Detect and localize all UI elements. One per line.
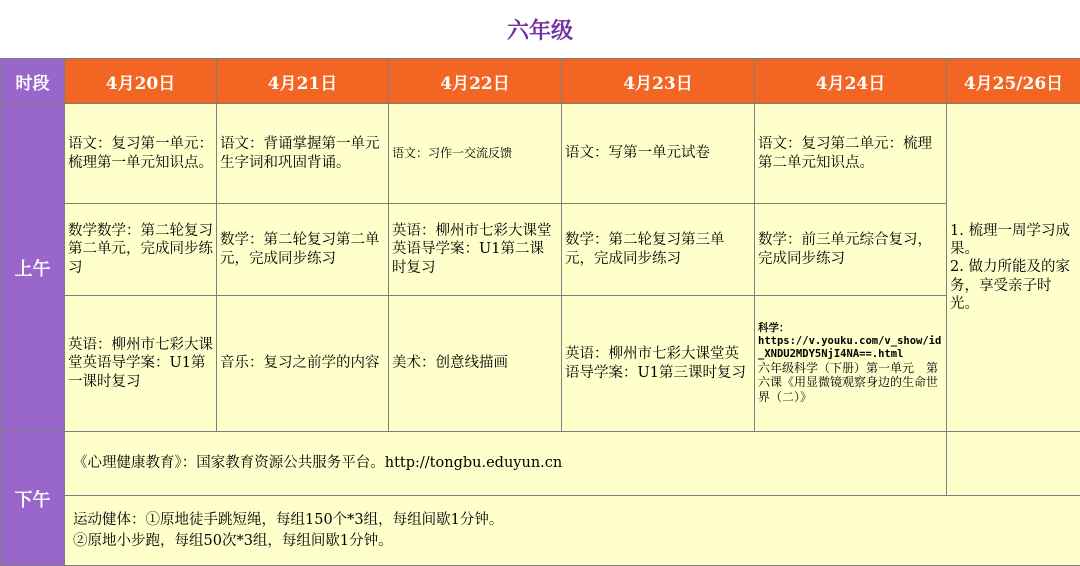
period-morning: 上午 [1,104,65,432]
header-day-4: 4月23日 [562,59,755,104]
cell-0424-am-2: 数学：前三单元综合复习，完成同步练习 [755,204,947,296]
cell-0421-am-1: 语文：背诵掌握第一单元生字词和巩固背诵。 [217,104,389,204]
cell-0424-am-1: 语文：复习第二单元：梳理第二单元知识点。 [755,104,947,204]
afternoon-row-2 [1,496,1080,566]
header-row [1,59,1080,104]
cell-0421-am-3: 音乐：复习之前学的内容 [217,296,389,432]
cell-0423-am-2: 数学：第二轮复习第三单元，完成同步练习 [562,204,755,296]
cell-0424-am-3 [755,296,947,432]
schedule-table [0,58,1080,566]
cell-0422-am-1: 语文：习作一交流反馈 [389,104,562,204]
morning-row-2 [1,204,1080,296]
header-period: 时段 [1,59,65,104]
cell-0422-am-2: 英语：柳州市七彩大课堂英语导学案：U1第二课时复习 [389,204,562,296]
cell-0422-am-3: 美术：创意线描画 [389,296,562,432]
afternoon-psychology: 《心理健康教育》：国家教育资源公共服务平台。http://tongbu.eduyun.cn [65,432,947,496]
page-title: 六年级 [506,17,573,44]
exercise-line-1: 运动健体：①原地徒手跳短绳，每组150个*3组，每组间歇1分钟。 [73,512,504,529]
exercise-line-2: ②原地小步跑，每组50次*3组，每组间歇1分钟。 [73,532,393,549]
cell-0420-am-3: 英语：柳州市七彩大课堂英语导学案：U1第一课时复习 [65,296,217,432]
cell-0421-am-2: 数学：第二轮复习第二单元，完成同步练习 [217,204,389,296]
cell-0423-am-1: 语文：写第一单元试卷 [562,104,755,204]
header-day-1: 4月20日 [65,59,217,104]
cell-0420-am-1: 语文：复习第一单元：梳理第一单元知识点。 [65,104,217,204]
morning-row-3 [1,296,1080,432]
cell-0420-am-2: 数学数学：第二轮复习第二单元，完成同步练习 [65,204,217,296]
header-day-5: 4月24日 [755,59,947,104]
science-lesson: 六年级科学（下册）第一单元 第六课《用显微镜观察身边的生命世界（二）》 [758,360,939,405]
morning-row-1 [1,104,1080,204]
header-day-3: 4月22日 [389,59,562,104]
afternoon-exercise [65,496,1080,566]
cell-0423-am-3: 英语：柳州市七彩大课堂英语导学案：U1第三课时复习 [562,296,755,432]
science-link[interactable]: https://v.youku.com/v_show/id_XNDU2MDY5NjI4NA==.html [758,334,942,360]
header-day-6: 4月25/26日 [947,59,1080,104]
afternoon-row-1 [1,432,1080,496]
cell-weekend-am: 1. 梳理一周学习成果。 2. 做力所能及的家务，享受亲子时光。 [947,104,1080,432]
science-label: 科学： [758,322,790,335]
afternoon-weekend-blank [947,432,1080,496]
header-day-2: 4月21日 [217,59,389,104]
period-afternoon: 下午 [1,432,65,566]
